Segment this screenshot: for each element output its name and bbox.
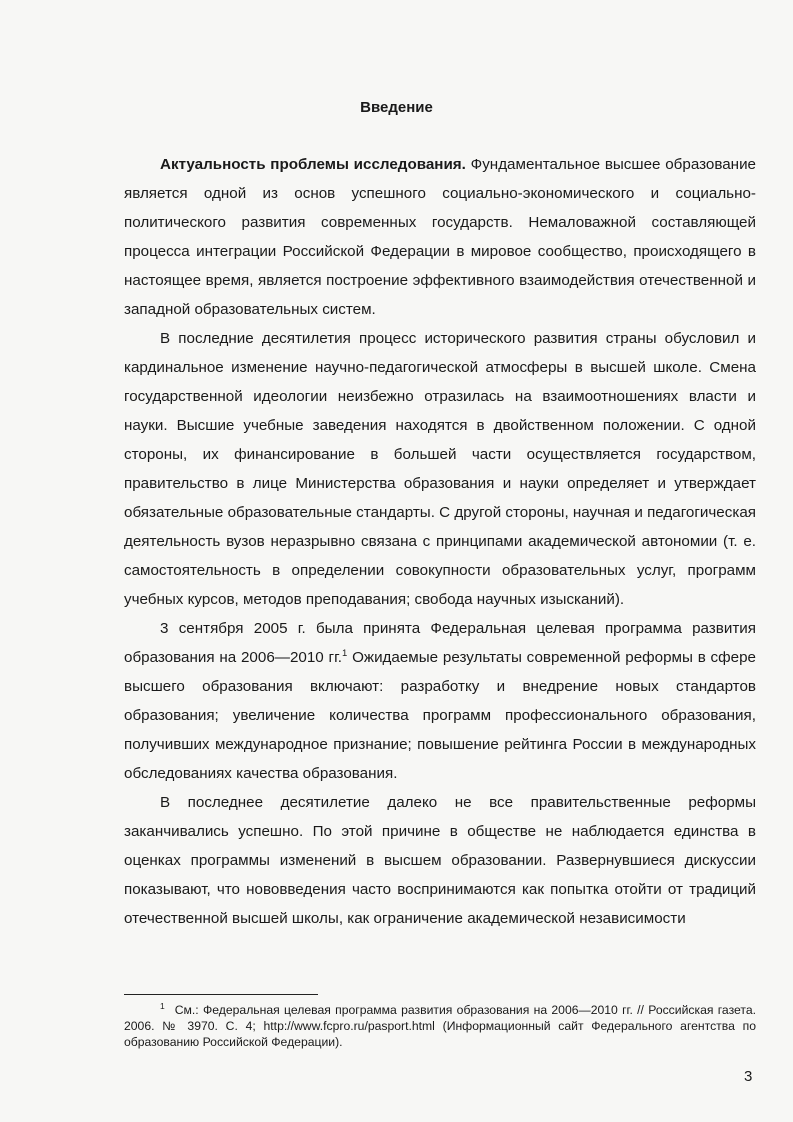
paragraph-text: 3 сентября 2005 г. была принята Федеральная целевая программа развития образования на 2006—2010 гг. [124,620,756,666]
footnote-separator [124,994,318,995]
section-title: Введение [360,99,433,116]
paragraph-lead: Актуальность проблемы исследования. [160,156,466,173]
footnote [124,1002,756,1050]
footnote-text: См.: Федеральная целевая программа развития образования на 2006—2010 гг. // Российская газета. 2006. № 3970. С. 4; http://www.fcpro.ru/pasport.html (Информационный сайт Федерального агентства по образованию Российской Федерации). [124,1003,756,1049]
paragraph-relevance [124,150,756,324]
paragraph-reforms: В последнее десятилетие далеко не все правительственные реформы заканчивались успешно. По этой причине в обществе не наблюдается единства в оценках программы изменений в высшем образовании. Развернувшиеся дискуссии показывают, что нововведения часто воспринимаются как попытка отойти от традиций отечественной высшей школы, как ограничение академической независимости [124,794,756,927]
paragraph-program [124,614,756,788]
paragraph-text: Фундаментальное высшее образование является одной из основ успешного социально-экономического и социально-политического развития современных государств. Немаловажной составляющей процесса интеграции Российской Федерации в мировое сообщество, происходящего в настоящее время, является построение эффективного взаимодействия отечественной и западной образовательных систем. [124,156,756,318]
body-text [124,150,756,933]
footnote-number: 1 [160,1001,165,1011]
paragraph-history: В последние десятилетия процесс исторического развития страны обусловил и кардинальное изменение научно-педагогической атмосферы в высшей школе. Смена государственной идеологии неизбежно отразилась на взаимоотношениях власти и науки. Высшие учебные заведения находятся в двойственном положении. С одной стороны, их финансирование в большей части осуществляется государством, правительство в лице Министерства образования и науки определяет и утверждает обязательные образовательные стандарты. С другой стороны, научная и педагогическая деятельность вузов неразрывно связана с принципами академической автономии (т. е. самостоятельность в определении совокупности образовательных услуг, программ учебных курсов, методов преподавания; свобода научных изысканий). [124,330,756,608]
paragraph-text: Ожидаемые результаты современной реформы в сфере высшего образования включают: разработку и внедрение новых стандартов образования; увеличение количества программ профессионального образования, получивших международное признание; повышение рейтинга России в международных обследованиях качества образования. [124,649,756,782]
page-number: 3 [744,1068,753,1085]
footnote-reference: 1 [342,648,348,659]
